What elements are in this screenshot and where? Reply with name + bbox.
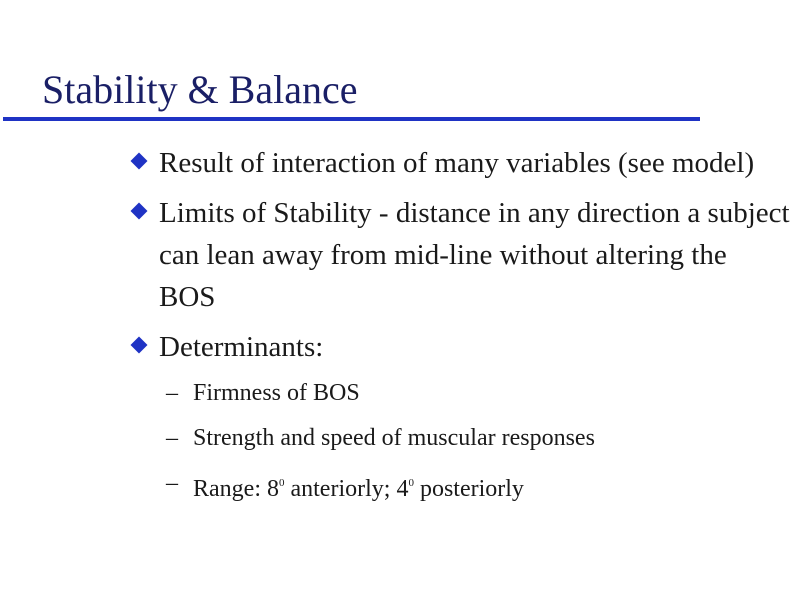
sub-bullet-text: Strength and speed of muscular responses [193, 425, 595, 451]
sub-bullet-text: Firmness of BOS [193, 380, 360, 406]
sub-bullet-item [130, 421, 790, 455]
bullet-list [130, 142, 790, 517]
dash-bullet-icon: – [166, 425, 178, 451]
range-suffix: posteriorly [413, 476, 524, 502]
bullet-item [130, 192, 790, 318]
diamond-bullet-icon [131, 337, 148, 354]
range-prefix: Range: 8 [193, 476, 279, 502]
range-middle: anteriorly; 4 [284, 476, 409, 502]
slide-title: Stability & Balance [42, 67, 358, 112]
bullet-text: Result of interaction of many variables (see model) [159, 147, 755, 179]
bullet-text: Determinants: [159, 331, 324, 363]
superscript: 0 [408, 477, 414, 489]
bullet-item [130, 326, 790, 368]
sub-bullet-text [193, 476, 524, 502]
dash-bullet-icon: – [166, 380, 178, 406]
bullet-item [130, 142, 790, 184]
diamond-bullet-icon [131, 153, 148, 170]
dash-bullet-icon: – [166, 470, 178, 496]
diamond-bullet-icon [131, 203, 148, 220]
sub-bullet-item [130, 376, 790, 410]
bullet-text: Limits of Stability - distance in any direction a subject can lean away from mid-line without altering the BOS [159, 197, 790, 313]
superscript: 0 [278, 477, 285, 489]
title-underline [3, 117, 700, 121]
sub-bullet-item [130, 466, 790, 506]
